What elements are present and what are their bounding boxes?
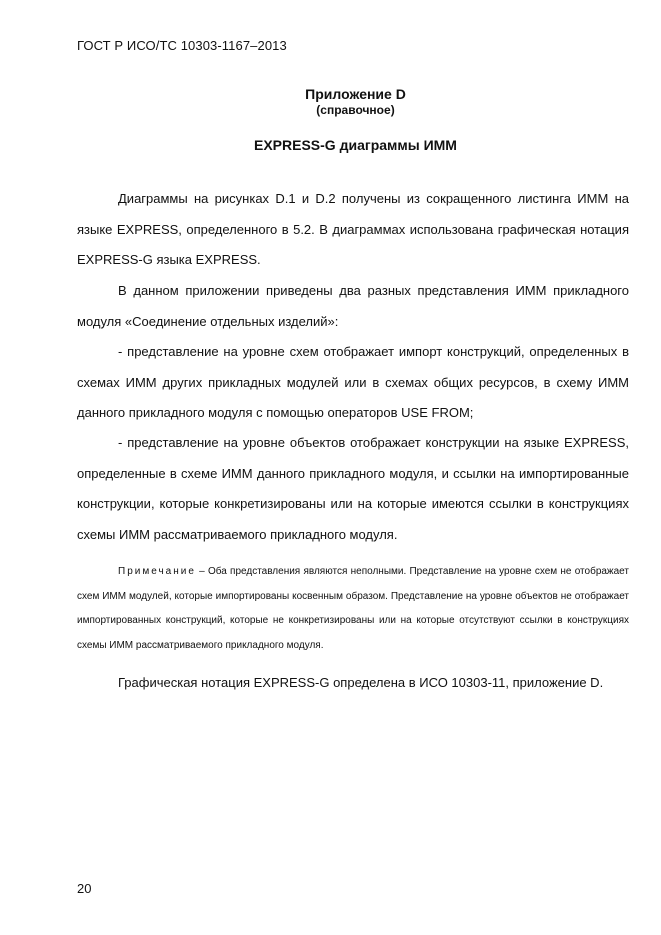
paragraph-container — [77, 337, 629, 429]
paragraph-container — [77, 276, 629, 337]
final-paragraph: Графическая нотация EXPRESS-G определена в ИСО 10303-11, приложение D. — [118, 675, 604, 690]
list-item: - представление на уровне схем отображает импорт конструкций, определенных в схемах ИММ других прикладных модулей или в схемах общих ресурсов, в схему ИММ данного прикладного модуля с помощью операторов USE FROM; — [77, 344, 629, 420]
appendix-subtitle: (справочное) — [316, 103, 395, 117]
note-dash: – — [195, 566, 208, 577]
note — [77, 560, 629, 658]
paragraph: Диаграммы на рисунках D.1 и D.2 получены из сокращенного листинга ИММ на языке EXPRESS, определенного в 5.2. В диаграммах использована графическая нотация EXPRESS-G языка EXPRESS. — [77, 191, 629, 267]
page-number: 20 — [77, 881, 92, 896]
appendix-title: Приложение D — [305, 86, 406, 102]
paragraph: В данном приложении приведены два разных представления ИММ прикладного модуля «Соединение отдельных изделий»: — [77, 283, 629, 329]
paragraph-container — [77, 184, 629, 276]
list-item: - представление на уровне объектов отображает конструкции на языке EXPRESS, определенные в схеме ИММ данного прикладного модуля, и ссылки на импортированные конструкции, которые конкретизированы или на которые имеются ссылки в конструкциях схемы ИММ рассматриваемого прикладного модуля. — [77, 435, 629, 542]
note-text: Оба представления являются неполными. Представление на уровне схем не отображает схем ИММ модулей, которые импортированы косвенным образом. Представление на уровне объектов не отображает импортированных конструкций, которые не конкретизированы или на которые отсутствуют ссылки в конструкциях схемы ИММ рассматриваемого прикладного модуля. — [77, 566, 629, 651]
paragraph-container — [77, 428, 629, 550]
note-label: Примечание — [118, 566, 196, 577]
section-title: EXPRESS-G диаграммы ИММ — [254, 137, 457, 153]
standard-header: ГОСТ Р ИСО/ТС 10303-1167–2013 — [77, 38, 287, 53]
